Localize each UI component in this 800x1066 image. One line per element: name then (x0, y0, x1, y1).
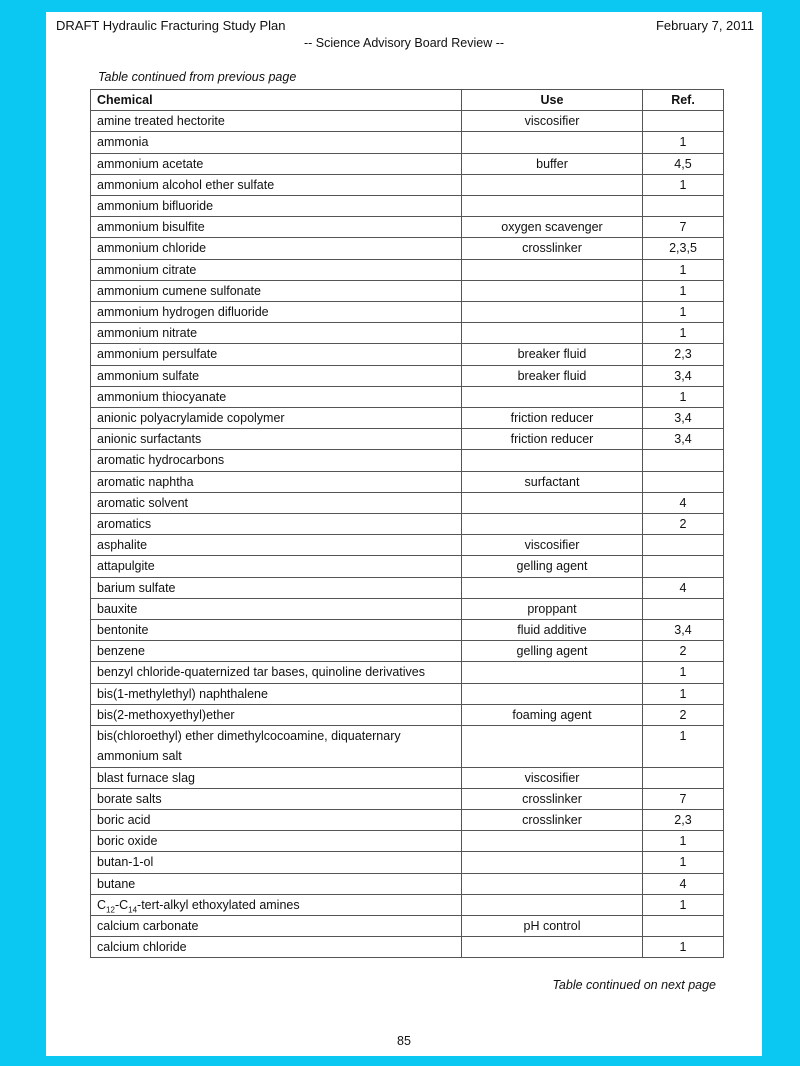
document-title: DRAFT Hydraulic Fracturing Study Plan (56, 18, 286, 33)
use-cell (462, 323, 643, 344)
use-cell: viscosifier (462, 767, 643, 788)
table-row (91, 344, 724, 365)
use-cell: surfactant (462, 471, 643, 492)
table-header-row (91, 90, 724, 111)
table-row (91, 492, 724, 513)
table-row (91, 809, 724, 830)
ref-cell: 1 (643, 132, 724, 153)
use-cell (462, 196, 643, 217)
table-row (91, 577, 724, 598)
use-cell (462, 873, 643, 894)
chemical-cell: benzyl chloride-quaternized tar bases, quinoline derivatives (91, 662, 462, 683)
ref-cell: 1 (643, 259, 724, 280)
table-row (91, 662, 724, 683)
table-row (91, 111, 724, 132)
table-continued-on-note: Table continued on next page (552, 978, 716, 992)
use-cell: crosslinker (462, 788, 643, 809)
use-cell: breaker fluid (462, 365, 643, 386)
document-page (46, 12, 762, 1056)
table-row (91, 471, 724, 492)
use-cell (462, 259, 643, 280)
ref-cell: 1 (643, 894, 724, 915)
ref-cell: 1 (643, 323, 724, 344)
table-row (91, 620, 724, 641)
chemical-cell: ammonium thiocyanate (91, 386, 462, 407)
table-row (91, 132, 724, 153)
chemical-cell: butane (91, 873, 462, 894)
chemical-cell: bis(1-methylethyl) naphthalene (91, 683, 462, 704)
use-cell (462, 937, 643, 958)
chemical-cell: ammonium persulfate (91, 344, 462, 365)
chemical-cell: ammonium alcohol ether sulfate (91, 174, 462, 195)
ref-cell: 1 (643, 386, 724, 407)
ref-cell: 1 (643, 280, 724, 301)
ref-cell: 2 (643, 641, 724, 662)
ref-cell (643, 556, 724, 577)
ref-cell: 1 (643, 174, 724, 195)
ref-cell (643, 767, 724, 788)
header-use: Use (462, 90, 643, 111)
ref-cell: 4 (643, 873, 724, 894)
table-continued-from-note: Table continued from previous page (98, 70, 297, 84)
chemical-cell: ammonium sulfate (91, 365, 462, 386)
table-row (91, 153, 724, 174)
chemical-cell: amine treated hectorite (91, 111, 462, 132)
ref-cell: 1 (643, 831, 724, 852)
ref-cell: 1 (643, 937, 724, 958)
chemical-cell: ammonium cumene sulfonate (91, 280, 462, 301)
chemical-cell: blast furnace slag (91, 767, 462, 788)
table-row (91, 514, 724, 535)
ref-cell: 3,4 (643, 429, 724, 450)
ref-cell (643, 471, 724, 492)
table-row (91, 767, 724, 788)
chemical-cell: butan-1-ol (91, 852, 462, 873)
chemical-cell: asphalite (91, 535, 462, 556)
ref-cell: 2 (643, 514, 724, 535)
chemical-cell: boric acid (91, 809, 462, 830)
use-cell (462, 662, 643, 683)
use-cell (462, 302, 643, 323)
use-cell: friction reducer (462, 408, 643, 429)
table-row (91, 238, 724, 259)
chemical-cell: borate salts (91, 788, 462, 809)
use-cell: friction reducer (462, 429, 643, 450)
chemical-cell: bauxite (91, 598, 462, 619)
ref-cell: 4 (643, 577, 724, 598)
ref-cell (643, 450, 724, 471)
ref-cell (643, 196, 724, 217)
use-cell: viscosifier (462, 111, 643, 132)
use-cell: pH control (462, 915, 643, 936)
chemicals-table (90, 89, 724, 958)
chemical-cell: aromatic solvent (91, 492, 462, 513)
document-date: February 7, 2011 (655, 18, 754, 33)
table-row (91, 365, 724, 386)
use-cell (462, 683, 643, 704)
ref-cell (643, 111, 724, 132)
chemical-cell: ammonium citrate (91, 259, 462, 280)
ref-cell: 1 (643, 683, 724, 704)
chemical-cell: calcium chloride (91, 937, 462, 958)
chemical-cell: attapulgite (91, 556, 462, 577)
ref-cell (643, 535, 724, 556)
document-subtitle: -- Science Advisory Board Review -- (303, 36, 505, 50)
table-row (91, 302, 724, 323)
table-row (91, 408, 724, 429)
chemical-cell: bis(chloroethyl) ether dimethylcocoamine, diquaternary ammonium salt (91, 726, 462, 767)
use-cell: crosslinker (462, 238, 643, 259)
ref-cell: 2,3,5 (643, 238, 724, 259)
chemical-cell: bis(2-methoxyethyl)ether (91, 704, 462, 725)
table-row (91, 915, 724, 936)
use-cell: gelling agent (462, 556, 643, 577)
chemical-cell: ammonium nitrate (91, 323, 462, 344)
use-cell (462, 386, 643, 407)
table-row (91, 852, 724, 873)
table-row (91, 535, 724, 556)
use-cell: oxygen scavenger (462, 217, 643, 238)
chemical-cell: ammonium hydrogen difluoride (91, 302, 462, 323)
table-row (91, 450, 724, 471)
table-row (91, 217, 724, 238)
table-row (91, 831, 724, 852)
use-cell: gelling agent (462, 641, 643, 662)
ref-cell: 1 (643, 662, 724, 683)
chemical-cell: benzene (91, 641, 462, 662)
chemical-cell: bentonite (91, 620, 462, 641)
use-cell (462, 577, 643, 598)
ref-cell: 3,4 (643, 620, 724, 641)
ref-cell: 7 (643, 217, 724, 238)
ref-cell: 1 (643, 852, 724, 873)
chemical-cell: anionic surfactants (91, 429, 462, 450)
table-body (91, 111, 724, 958)
ref-cell: 7 (643, 788, 724, 809)
table-row (91, 683, 724, 704)
chemical-cell: anionic polyacrylamide copolymer (91, 408, 462, 429)
table-row (91, 788, 724, 809)
ref-cell (643, 915, 724, 936)
chemical-cell: $C_{12}-C_{14}-tert$-alkyl ethoxylated amines (91, 894, 462, 915)
ref-cell: 1 (643, 302, 724, 323)
use-cell (462, 280, 643, 301)
chemical-cell: aromatic hydrocarbons (91, 450, 462, 471)
chemical-cell: ammonium bisulfite (91, 217, 462, 238)
table-row (91, 280, 724, 301)
table-row (91, 174, 724, 195)
ref-cell: 3,4 (643, 365, 724, 386)
table-row (91, 641, 724, 662)
use-cell (462, 831, 643, 852)
use-cell: breaker fluid (462, 344, 643, 365)
chemical-cell: aromatics (91, 514, 462, 535)
use-cell (462, 894, 643, 915)
chemical-cell: ammonium chloride (91, 238, 462, 259)
table-row (91, 598, 724, 619)
table-row (91, 429, 724, 450)
use-cell: foaming agent (462, 704, 643, 725)
ref-cell: 1 (643, 726, 724, 767)
ref-cell: 4 (643, 492, 724, 513)
table-row (91, 556, 724, 577)
header-chemical: Chemical (91, 90, 462, 111)
chemical-cell: barium sulfate (91, 577, 462, 598)
page-number: 85 (397, 1034, 411, 1048)
use-cell (462, 514, 643, 535)
chemical-cell: aromatic naphtha (91, 471, 462, 492)
table-row (91, 386, 724, 407)
ref-cell: 2,3 (643, 344, 724, 365)
use-cell (462, 450, 643, 471)
header-ref: Ref. (643, 90, 724, 111)
ref-cell: 2 (643, 704, 724, 725)
chemical-cell: ammonium bifluoride (91, 196, 462, 217)
table-row (91, 323, 724, 344)
ref-cell: 3,4 (643, 408, 724, 429)
ref-cell: 2,3 (643, 809, 724, 830)
use-cell: fluid additive (462, 620, 643, 641)
use-cell (462, 726, 643, 767)
chemical-cell: boric oxide (91, 831, 462, 852)
ref-cell: 4,5 (643, 153, 724, 174)
chemical-cell: ammonia (91, 132, 462, 153)
table-row (91, 196, 724, 217)
chemical-cell: calcium carbonate (91, 915, 462, 936)
ref-cell (643, 598, 724, 619)
table-row (91, 726, 724, 767)
table-row (91, 894, 724, 915)
table-row (91, 873, 724, 894)
chemical-cell: ammonium acetate (91, 153, 462, 174)
use-cell: proppant (462, 598, 643, 619)
table-row (91, 704, 724, 725)
table-row (91, 937, 724, 958)
use-cell: crosslinker (462, 809, 643, 830)
use-cell: buffer (462, 153, 643, 174)
use-cell (462, 852, 643, 873)
use-cell (462, 492, 643, 513)
use-cell: viscosifier (462, 535, 643, 556)
use-cell (462, 132, 643, 153)
table-row (91, 259, 724, 280)
use-cell (462, 174, 643, 195)
